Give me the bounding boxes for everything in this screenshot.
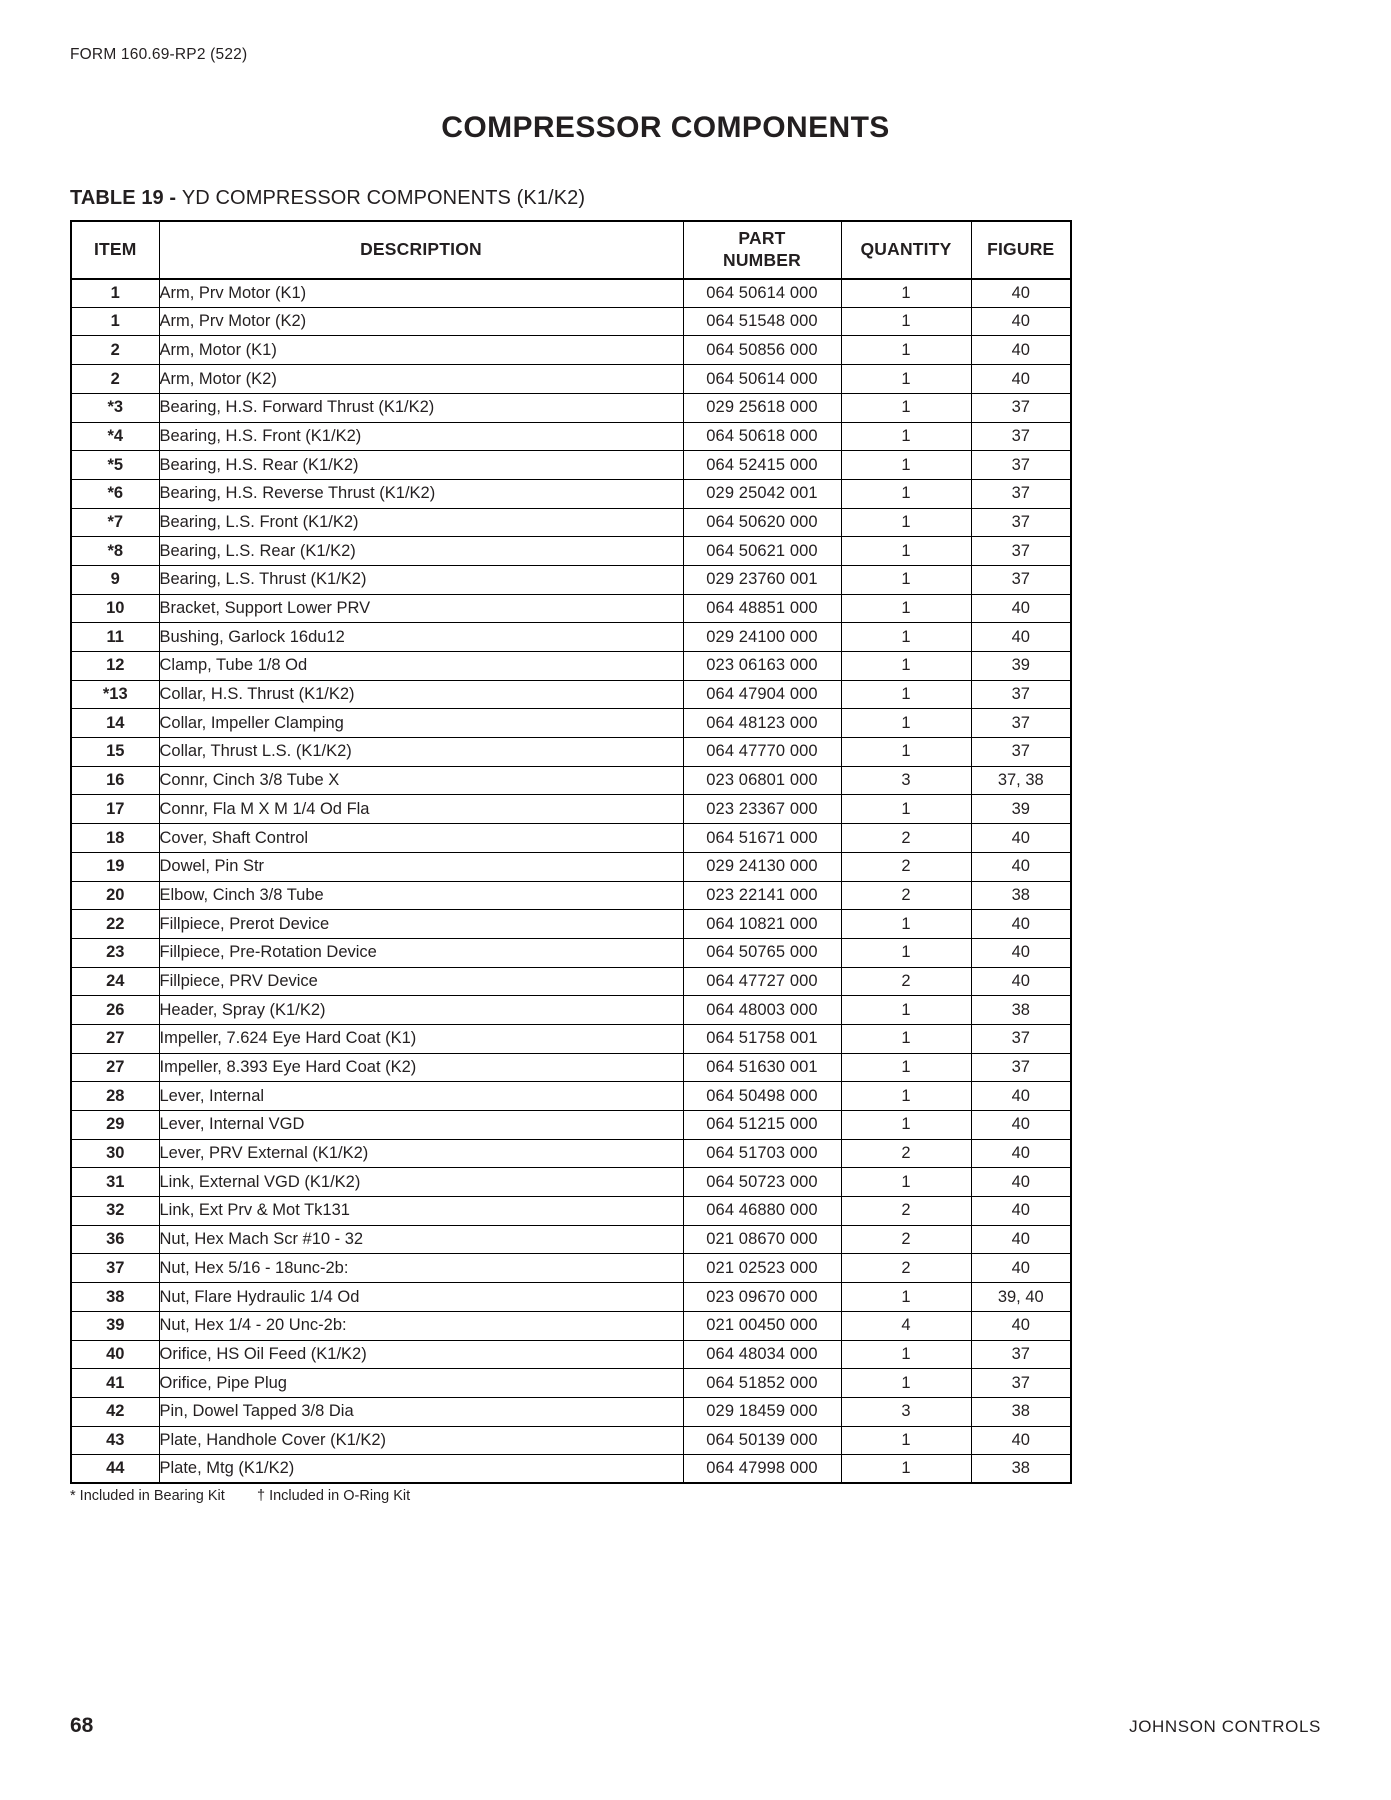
cell-part-number: 064 52415 000 bbox=[683, 451, 841, 480]
cell-description: Lever, PRV External (K1/K2) bbox=[159, 1139, 683, 1168]
cell-item: *5 bbox=[71, 451, 159, 480]
cell-quantity: 1 bbox=[841, 938, 971, 967]
cell-figure: 37 bbox=[971, 1053, 1071, 1082]
cell-part-number: 064 50856 000 bbox=[683, 336, 841, 365]
cell-figure: 37 bbox=[971, 422, 1071, 451]
cell-figure: 40 bbox=[971, 1197, 1071, 1226]
cell-part-number: 029 25042 001 bbox=[683, 479, 841, 508]
cell-description: Bearing, L.S. Thrust (K1/K2) bbox=[159, 565, 683, 594]
cell-description: Pin, Dowel Tapped 3/8 Dia bbox=[159, 1397, 683, 1426]
cell-figure: 37 bbox=[971, 451, 1071, 480]
table-row bbox=[71, 996, 1071, 1025]
cell-figure: 39 bbox=[971, 652, 1071, 681]
cell-part-number: 064 51215 000 bbox=[683, 1111, 841, 1140]
cell-figure: 37 bbox=[971, 393, 1071, 422]
cell-figure: 40 bbox=[971, 938, 1071, 967]
cell-figure: 40 bbox=[971, 623, 1071, 652]
cell-figure: 39 bbox=[971, 795, 1071, 824]
cell-quantity: 1 bbox=[841, 307, 971, 336]
cell-item: 16 bbox=[71, 766, 159, 795]
company-name: JOHNSON CONTROLS bbox=[1129, 1717, 1321, 1736]
cell-item: 15 bbox=[71, 738, 159, 767]
cell-description: Collar, H.S. Thrust (K1/K2) bbox=[159, 680, 683, 709]
parts-table-body bbox=[71, 279, 1071, 1484]
cell-description: Bearing, L.S. Rear (K1/K2) bbox=[159, 537, 683, 566]
cell-figure: 40 bbox=[971, 1111, 1071, 1140]
cell-item: 9 bbox=[71, 565, 159, 594]
cell-figure: 40 bbox=[971, 1082, 1071, 1111]
cell-figure: 40 bbox=[971, 1168, 1071, 1197]
cell-item: 28 bbox=[71, 1082, 159, 1111]
cell-item: 27 bbox=[71, 1053, 159, 1082]
cell-part-number: 064 50620 000 bbox=[683, 508, 841, 537]
table-row bbox=[71, 881, 1071, 910]
cell-description: Collar, Impeller Clamping bbox=[159, 709, 683, 738]
cell-description: Plate, Handhole Cover (K1/K2) bbox=[159, 1426, 683, 1455]
cell-description: Clamp, Tube 1/8 Od bbox=[159, 652, 683, 681]
cell-figure: 40 bbox=[971, 824, 1071, 853]
cell-quantity: 1 bbox=[841, 996, 971, 1025]
cell-quantity: 3 bbox=[841, 766, 971, 795]
table-row bbox=[71, 1426, 1071, 1455]
cell-description: Nut, Hex 1/4 - 20 Unc-2b: bbox=[159, 1311, 683, 1340]
table-row bbox=[71, 1340, 1071, 1369]
cell-part-number: 064 47998 000 bbox=[683, 1455, 841, 1484]
cell-part-number: 064 50618 000 bbox=[683, 422, 841, 451]
cell-part-number: 064 50139 000 bbox=[683, 1426, 841, 1455]
cell-quantity: 1 bbox=[841, 508, 971, 537]
cell-description: Arm, Prv Motor (K2) bbox=[159, 307, 683, 336]
cell-quantity: 3 bbox=[841, 1397, 971, 1426]
table-row bbox=[71, 1283, 1071, 1312]
cell-part-number: 064 51703 000 bbox=[683, 1139, 841, 1168]
cell-item: *8 bbox=[71, 537, 159, 566]
cell-description: Bearing, L.S. Front (K1/K2) bbox=[159, 508, 683, 537]
cell-part-number: 029 24130 000 bbox=[683, 852, 841, 881]
cell-item: 22 bbox=[71, 910, 159, 939]
table-row bbox=[71, 852, 1071, 881]
cell-part-number: 029 18459 000 bbox=[683, 1397, 841, 1426]
column-header-description: DESCRIPTION bbox=[159, 221, 683, 279]
cell-figure: 40 bbox=[971, 1139, 1071, 1168]
table-row bbox=[71, 766, 1071, 795]
cell-part-number: 029 25618 000 bbox=[683, 393, 841, 422]
table-row bbox=[71, 1455, 1071, 1484]
cell-description: Fillpiece, Pre-Rotation Device bbox=[159, 938, 683, 967]
cell-figure: 37 bbox=[971, 709, 1071, 738]
cell-part-number: 021 02523 000 bbox=[683, 1254, 841, 1283]
cell-part-number: 023 06801 000 bbox=[683, 766, 841, 795]
cell-part-number: 021 08670 000 bbox=[683, 1225, 841, 1254]
cell-part-number: 064 51548 000 bbox=[683, 307, 841, 336]
cell-description: Connr, Fla M X M 1/4 Od Fla bbox=[159, 795, 683, 824]
cell-part-number: 064 47727 000 bbox=[683, 967, 841, 996]
cell-part-number: 064 47904 000 bbox=[683, 680, 841, 709]
cell-quantity: 1 bbox=[841, 479, 971, 508]
cell-item: 20 bbox=[71, 881, 159, 910]
table-row bbox=[71, 479, 1071, 508]
cell-figure: 40 bbox=[971, 910, 1071, 939]
cell-description: Nut, Hex Mach Scr #10 - 32 bbox=[159, 1225, 683, 1254]
table-row bbox=[71, 422, 1071, 451]
column-header-part-number-line2: NUMBER bbox=[722, 249, 801, 270]
table-row bbox=[71, 508, 1071, 537]
cell-description: Lever, Internal bbox=[159, 1082, 683, 1111]
cell-quantity: 1 bbox=[841, 1426, 971, 1455]
cell-item: 19 bbox=[71, 852, 159, 881]
cell-figure: 40 bbox=[971, 1254, 1071, 1283]
table-caption-label: TABLE 19 - bbox=[70, 186, 182, 209]
cell-quantity: 1 bbox=[841, 393, 971, 422]
cell-part-number: 029 24100 000 bbox=[683, 623, 841, 652]
cell-item: 30 bbox=[71, 1139, 159, 1168]
cell-part-number: 064 46880 000 bbox=[683, 1197, 841, 1226]
cell-item: 40 bbox=[71, 1340, 159, 1369]
cell-quantity: 1 bbox=[841, 1053, 971, 1082]
table-row bbox=[71, 279, 1071, 308]
form-code: FORM 160.69-RP2 (522) bbox=[70, 46, 248, 63]
cell-part-number: 064 10821 000 bbox=[683, 910, 841, 939]
column-header-part-number bbox=[683, 221, 841, 279]
cell-quantity: 1 bbox=[841, 1340, 971, 1369]
table-row bbox=[71, 1311, 1071, 1340]
cell-figure: 40 bbox=[971, 594, 1071, 623]
cell-part-number: 064 50498 000 bbox=[683, 1082, 841, 1111]
table-row bbox=[71, 1111, 1071, 1140]
cell-item: 31 bbox=[71, 1168, 159, 1197]
cell-figure: 40 bbox=[971, 336, 1071, 365]
column-header-quantity: QUANTITY bbox=[841, 221, 971, 279]
table-row bbox=[71, 365, 1071, 394]
column-header-figure: FIGURE bbox=[971, 221, 1071, 279]
table-row bbox=[71, 1024, 1071, 1053]
cell-item: 2 bbox=[71, 336, 159, 365]
cell-item: 18 bbox=[71, 824, 159, 853]
cell-quantity: 2 bbox=[841, 881, 971, 910]
cell-description: Bracket, Support Lower PRV bbox=[159, 594, 683, 623]
table-row bbox=[71, 565, 1071, 594]
cell-part-number: 064 48003 000 bbox=[683, 996, 841, 1025]
cell-figure: 37 bbox=[971, 1024, 1071, 1053]
table-row bbox=[71, 451, 1071, 480]
cell-part-number: 029 23760 001 bbox=[683, 565, 841, 594]
cell-quantity: 1 bbox=[841, 336, 971, 365]
cell-description: Nut, Flare Hydraulic 1/4 Od bbox=[159, 1283, 683, 1312]
cell-quantity: 2 bbox=[841, 1139, 971, 1168]
table-row bbox=[71, 652, 1071, 681]
cell-item: 43 bbox=[71, 1426, 159, 1455]
cell-description: Cover, Shaft Control bbox=[159, 824, 683, 853]
cell-part-number: 064 48034 000 bbox=[683, 1340, 841, 1369]
cell-item: 44 bbox=[71, 1455, 159, 1484]
cell-item: 32 bbox=[71, 1197, 159, 1226]
cell-figure: 37 bbox=[971, 738, 1071, 767]
cell-part-number: 064 50723 000 bbox=[683, 1168, 841, 1197]
cell-quantity: 1 bbox=[841, 365, 971, 394]
cell-description: Link, Ext Prv & Mot Tk131 bbox=[159, 1197, 683, 1226]
cell-description: Header, Spray (K1/K2) bbox=[159, 996, 683, 1025]
page-footer bbox=[70, 1714, 1321, 1738]
cell-quantity: 2 bbox=[841, 1225, 971, 1254]
cell-description: Link, External VGD (K1/K2) bbox=[159, 1168, 683, 1197]
table-row bbox=[71, 1369, 1071, 1398]
cell-item: 26 bbox=[71, 996, 159, 1025]
cell-quantity: 1 bbox=[841, 537, 971, 566]
cell-item: 1 bbox=[71, 307, 159, 336]
cell-quantity: 2 bbox=[841, 967, 971, 996]
cell-item: 12 bbox=[71, 652, 159, 681]
cell-item: 24 bbox=[71, 967, 159, 996]
cell-figure: 37 bbox=[971, 1369, 1071, 1398]
parts-table bbox=[70, 220, 1072, 1485]
cell-quantity: 1 bbox=[841, 652, 971, 681]
cell-description: Bearing, H.S. Reverse Thrust (K1/K2) bbox=[159, 479, 683, 508]
cell-description: Fillpiece, Prerot Device bbox=[159, 910, 683, 939]
cell-part-number: 021 00450 000 bbox=[683, 1311, 841, 1340]
cell-figure: 38 bbox=[971, 1397, 1071, 1426]
table-row bbox=[71, 1197, 1071, 1226]
cell-part-number: 064 50765 000 bbox=[683, 938, 841, 967]
cell-item: 41 bbox=[71, 1369, 159, 1398]
table-row bbox=[71, 680, 1071, 709]
cell-quantity: 2 bbox=[841, 1197, 971, 1226]
cell-quantity: 1 bbox=[841, 1111, 971, 1140]
cell-description: Arm, Prv Motor (K1) bbox=[159, 279, 683, 308]
cell-description: Orifice, HS Oil Feed (K1/K2) bbox=[159, 1340, 683, 1369]
cell-quantity: 1 bbox=[841, 1369, 971, 1398]
cell-item: 2 bbox=[71, 365, 159, 394]
table-row bbox=[71, 594, 1071, 623]
cell-item: *4 bbox=[71, 422, 159, 451]
table-row bbox=[71, 1053, 1071, 1082]
cell-quantity: 1 bbox=[841, 680, 971, 709]
cell-figure: 37 bbox=[971, 680, 1071, 709]
cell-item: *6 bbox=[71, 479, 159, 508]
cell-item: 14 bbox=[71, 709, 159, 738]
table-row bbox=[71, 537, 1071, 566]
cell-quantity: 1 bbox=[841, 451, 971, 480]
cell-quantity: 1 bbox=[841, 565, 971, 594]
cell-figure: 37 bbox=[971, 1340, 1071, 1369]
cell-quantity: 1 bbox=[841, 795, 971, 824]
cell-description: Orifice, Pipe Plug bbox=[159, 1369, 683, 1398]
cell-quantity: 2 bbox=[841, 852, 971, 881]
column-header-part-number-line1: PART bbox=[738, 227, 786, 248]
cell-item: *3 bbox=[71, 393, 159, 422]
table-row bbox=[71, 623, 1071, 652]
cell-part-number: 064 48851 000 bbox=[683, 594, 841, 623]
table-caption-text: YD COMPRESSOR COMPONENTS (K1/K2) bbox=[181, 186, 586, 209]
cell-item: 27 bbox=[71, 1024, 159, 1053]
page-number: 68 bbox=[70, 1714, 94, 1737]
cell-figure: 37, 38 bbox=[971, 766, 1071, 795]
cell-figure: 37 bbox=[971, 537, 1071, 566]
cell-figure: 40 bbox=[971, 852, 1071, 881]
cell-figure: 38 bbox=[971, 881, 1071, 910]
cell-part-number: 023 22141 000 bbox=[683, 881, 841, 910]
cell-part-number: 064 51671 000 bbox=[683, 824, 841, 853]
cell-description: Impeller, 7.624 Eye Hard Coat (K1) bbox=[159, 1024, 683, 1053]
cell-description: Arm, Motor (K2) bbox=[159, 365, 683, 394]
cell-quantity: 2 bbox=[841, 1254, 971, 1283]
cell-description: Dowel, Pin Str bbox=[159, 852, 683, 881]
cell-quantity: 1 bbox=[841, 1082, 971, 1111]
cell-figure: 40 bbox=[971, 307, 1071, 336]
cell-item: *7 bbox=[71, 508, 159, 537]
cell-part-number: 064 51630 001 bbox=[683, 1053, 841, 1082]
cell-quantity: 1 bbox=[841, 623, 971, 652]
table-row bbox=[71, 1139, 1071, 1168]
cell-quantity: 1 bbox=[841, 594, 971, 623]
cell-description: Fillpiece, PRV Device bbox=[159, 967, 683, 996]
cell-item: 10 bbox=[71, 594, 159, 623]
table-row bbox=[71, 1082, 1071, 1111]
cell-quantity: 1 bbox=[841, 1455, 971, 1484]
cell-quantity: 4 bbox=[841, 1311, 971, 1340]
cell-quantity: 1 bbox=[841, 1024, 971, 1053]
table-footnote: * Included in Bearing Kit † Included in O-Ring Kit bbox=[70, 1488, 411, 1505]
cell-description: Collar, Thrust L.S. (K1/K2) bbox=[159, 738, 683, 767]
cell-part-number: 023 06163 000 bbox=[683, 652, 841, 681]
cell-item: 39 bbox=[71, 1311, 159, 1340]
cell-quantity: 1 bbox=[841, 1168, 971, 1197]
cell-figure: 40 bbox=[971, 1426, 1071, 1455]
cell-part-number: 064 51758 001 bbox=[683, 1024, 841, 1053]
cell-description: Bearing, H.S. Rear (K1/K2) bbox=[159, 451, 683, 480]
table-row bbox=[71, 709, 1071, 738]
cell-part-number: 023 23367 000 bbox=[683, 795, 841, 824]
cell-description: Impeller, 8.393 Eye Hard Coat (K2) bbox=[159, 1053, 683, 1082]
cell-figure: 40 bbox=[971, 279, 1071, 308]
cell-part-number: 064 48123 000 bbox=[683, 709, 841, 738]
cell-item: 37 bbox=[71, 1254, 159, 1283]
cell-description: Elbow, Cinch 3/8 Tube bbox=[159, 881, 683, 910]
column-header-item: ITEM bbox=[71, 221, 159, 279]
cell-figure: 40 bbox=[971, 1225, 1071, 1254]
table-row bbox=[71, 795, 1071, 824]
cell-item: 29 bbox=[71, 1111, 159, 1140]
table-row bbox=[71, 967, 1071, 996]
table-row bbox=[71, 738, 1071, 767]
table-row bbox=[71, 910, 1071, 939]
parts-table-head bbox=[71, 221, 1071, 279]
cell-figure: 37 bbox=[971, 479, 1071, 508]
cell-figure: 40 bbox=[971, 365, 1071, 394]
cell-item: 1 bbox=[71, 279, 159, 308]
cell-quantity: 1 bbox=[841, 422, 971, 451]
cell-part-number: 064 50621 000 bbox=[683, 537, 841, 566]
table-row bbox=[71, 393, 1071, 422]
cell-description: Lever, Internal VGD bbox=[159, 1111, 683, 1140]
table-row bbox=[71, 1397, 1071, 1426]
cell-description: Nut, Hex 5/16 - 18unc-2b: bbox=[159, 1254, 683, 1283]
cell-figure: 37 bbox=[971, 508, 1071, 537]
cell-figure: 37 bbox=[971, 565, 1071, 594]
cell-description: Connr, Cinch 3/8 Tube X bbox=[159, 766, 683, 795]
page-title: COMPRESSOR COMPONENTS bbox=[441, 110, 890, 144]
cell-quantity: 1 bbox=[841, 910, 971, 939]
cell-quantity: 2 bbox=[841, 824, 971, 853]
cell-description: Bearing, H.S. Front (K1/K2) bbox=[159, 422, 683, 451]
cell-quantity: 1 bbox=[841, 738, 971, 767]
table-row bbox=[71, 938, 1071, 967]
cell-part-number: 064 50614 000 bbox=[683, 365, 841, 394]
cell-item: 11 bbox=[71, 623, 159, 652]
cell-figure: 39, 40 bbox=[971, 1283, 1071, 1312]
cell-item: 36 bbox=[71, 1225, 159, 1254]
table-row bbox=[71, 307, 1071, 336]
cell-quantity: 1 bbox=[841, 279, 971, 308]
table-row bbox=[71, 1254, 1071, 1283]
cell-quantity: 1 bbox=[841, 709, 971, 738]
table-caption bbox=[70, 187, 1321, 210]
cell-item: 42 bbox=[71, 1397, 159, 1426]
cell-item: 23 bbox=[71, 938, 159, 967]
cell-description: Arm, Motor (K1) bbox=[159, 336, 683, 365]
cell-part-number: 064 50614 000 bbox=[683, 279, 841, 308]
cell-item: 17 bbox=[71, 795, 159, 824]
table-row bbox=[71, 336, 1071, 365]
cell-part-number: 023 09670 000 bbox=[683, 1283, 841, 1312]
table-row bbox=[71, 824, 1071, 853]
cell-part-number: 064 47770 000 bbox=[683, 738, 841, 767]
cell-figure: 40 bbox=[971, 967, 1071, 996]
cell-item: *13 bbox=[71, 680, 159, 709]
table-header-row bbox=[71, 221, 1071, 279]
cell-description: Plate, Mtg (K1/K2) bbox=[159, 1455, 683, 1484]
cell-figure: 40 bbox=[971, 1311, 1071, 1340]
table-row bbox=[71, 1168, 1071, 1197]
cell-figure: 38 bbox=[971, 996, 1071, 1025]
cell-item: 38 bbox=[71, 1283, 159, 1312]
cell-part-number: 064 51852 000 bbox=[683, 1369, 841, 1398]
cell-figure: 38 bbox=[971, 1455, 1071, 1484]
table-row bbox=[71, 1225, 1071, 1254]
cell-description: Bushing, Garlock 16du12 bbox=[159, 623, 683, 652]
cell-quantity: 1 bbox=[841, 1283, 971, 1312]
cell-description: Bearing, H.S. Forward Thrust (K1/K2) bbox=[159, 393, 683, 422]
